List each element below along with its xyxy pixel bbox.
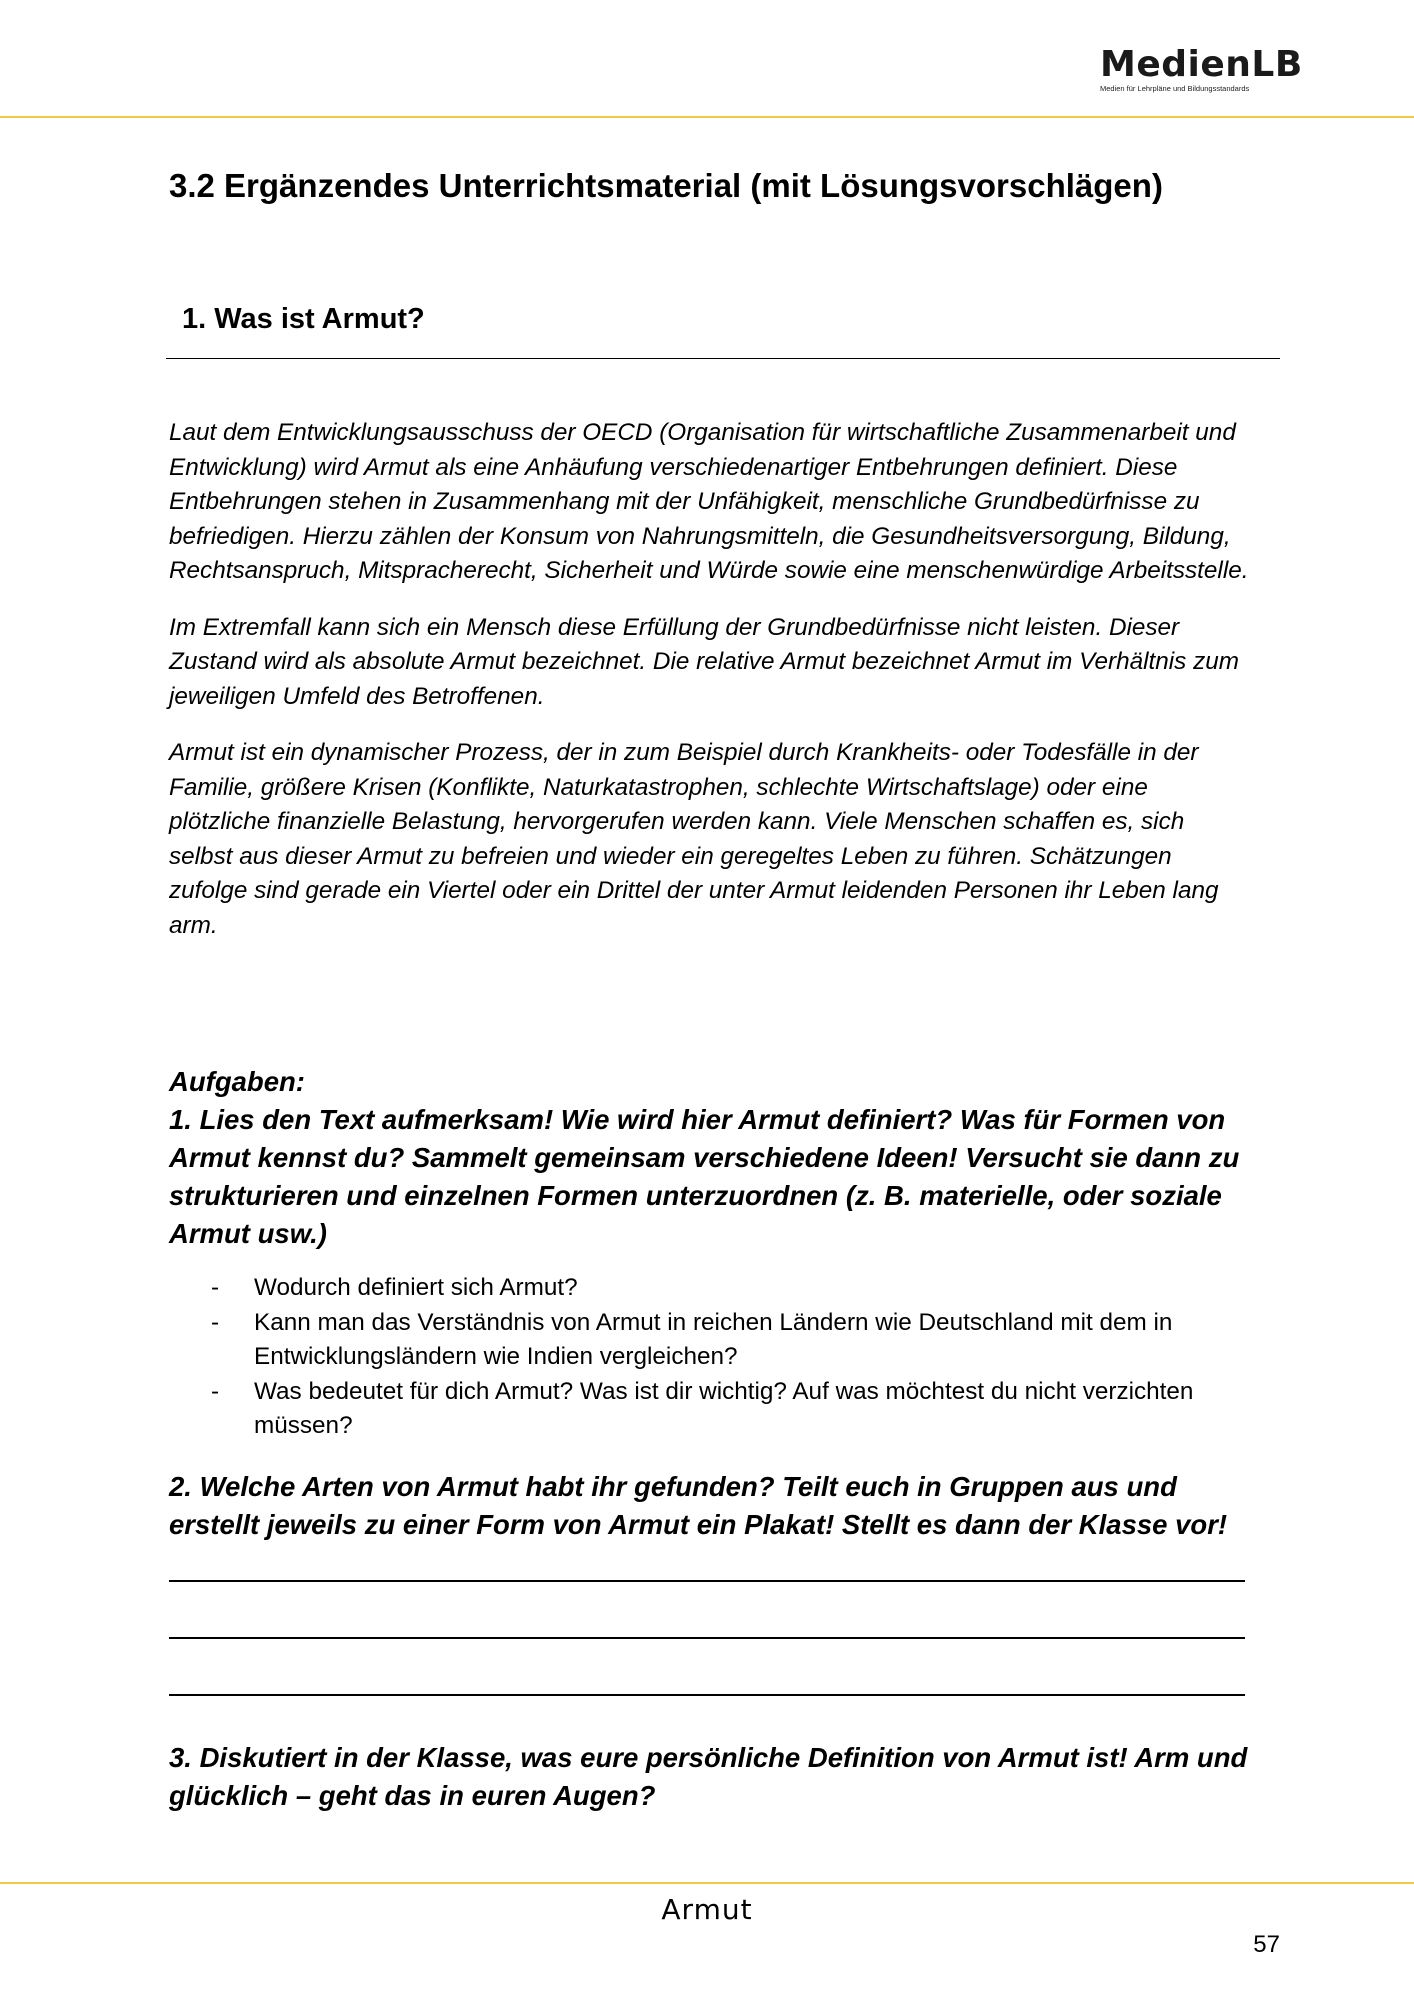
topic-title-underline	[166, 358, 1280, 359]
task-1-questions	[169, 1271, 1259, 1444]
medienlb-logo	[1100, 44, 1303, 93]
intro-paragraph: Armut ist ein dynamischer Prozess, der in zum Beispiel durch Krankheits- oder Todesfälle in der Familie, größere Krisen (Konflikte, Naturkatastrophen, schlechte Wirtschaftslage) oder eine plötzliche finanzielle Belastung, hervorgerufen werden kann. Viele Menschen schaffen es, sich selbst aus dieser Armut zu befreien und wieder ein geregeltes Leben zu führen. Schätzungen zufolge sind gerade ein Viertel oder ein Drittel der unter Armut leidenden Personen ihr Leben lang arm.	[169, 739, 1219, 939]
logo-subtitle: Medien für Lehrpläne und Bildungsstandards	[1100, 84, 1250, 93]
answer-line	[169, 1637, 1245, 1639]
tasks-section	[169, 1063, 1259, 1815]
logo-wordmark: MedienLB	[1100, 44, 1303, 85]
topic-title: 1. Was ist Armut?	[182, 303, 425, 335]
section-title: 3.2 Ergänzendes Unterrichtsmaterial (mit Lösungsvorschlägen)	[169, 167, 1163, 204]
tasks-heading: Aufgaben:	[169, 1066, 305, 1097]
task-2: 2. Welche Arten von Armut habt ihr gefunden? Teilt euch in Gruppen aus und erstellt jeweils zu einer Form von Armut ein Plakat! Stellt es dann der Klasse vor!	[169, 1470, 1228, 1540]
task-1: 1. Lies den Text aufmerksam! Wie wird hier Armut definiert? Was für Formen von Armut kennst du? Sammelt gemeinsam verschiedene Ideen! Versucht sie dann zu strukturieren und einzelnen Formen unterzuordnen (z. B. materielle, oder soziale Armut usw.)	[169, 1104, 1240, 1249]
footer-divider	[0, 1882, 1414, 1884]
header-divider	[0, 116, 1414, 118]
intro-paragraph: Laut dem Entwicklungsausschuss der OECD (Organisation für wirtschaftliche Zusammenarbeit und Entwicklung) wird Armut als eine Anhäufung verschiedenartiger Entbehrungen definiert. Diese Entbehrungen stehen in Zusammenhang mit der Unfähigkeit, menschliche Grundbedürfnisse zu befriedigen. Hierzu zählen der Konsum von Nahrungsmitteln, die Gesundheitsversorgung, Bildung, Rechtsanspruch, Mitspracherecht, Sicherheit und Würde sowie eine menschenwürdige Arbeitsstelle.	[169, 419, 1249, 584]
footer-label: Armut	[661, 1893, 753, 1926]
answer-line	[169, 1580, 1245, 1582]
question-item: - Was bedeutet für dich Armut? Was ist dir wichtig? Auf was möchtest du nicht verzichten müssen?	[169, 1375, 1259, 1444]
intro-paragraph: Im Extremfall kann sich ein Mensch diese Erfüllung der Grundbedürfnisse nicht leisten. Dieser Zustand wird als absolute Armut bezeichnet. Die relative Armut bezeichnet Armut im Verhältnis zum jeweiligen Umfeld des Betroffenen.	[169, 613, 1239, 710]
intro-text	[169, 416, 1249, 965]
answer-line	[169, 1694, 1245, 1696]
task-3: 3. Diskutiert in der Klasse, was eure persönliche Definition von Armut ist! Arm und glücklich – geht das in euren Augen?	[169, 1741, 1248, 1811]
page-number: 57	[1253, 1931, 1280, 1958]
question-item: - Wodurch definiert sich Armut?	[169, 1271, 1259, 1306]
question-item: - Kann man das Verständnis von Armut in reichen Ländern wie Deutschland mit dem in Entwicklungsländern wie Indien vergleichen?	[169, 1306, 1259, 1375]
answer-lines	[169, 1580, 1259, 1696]
